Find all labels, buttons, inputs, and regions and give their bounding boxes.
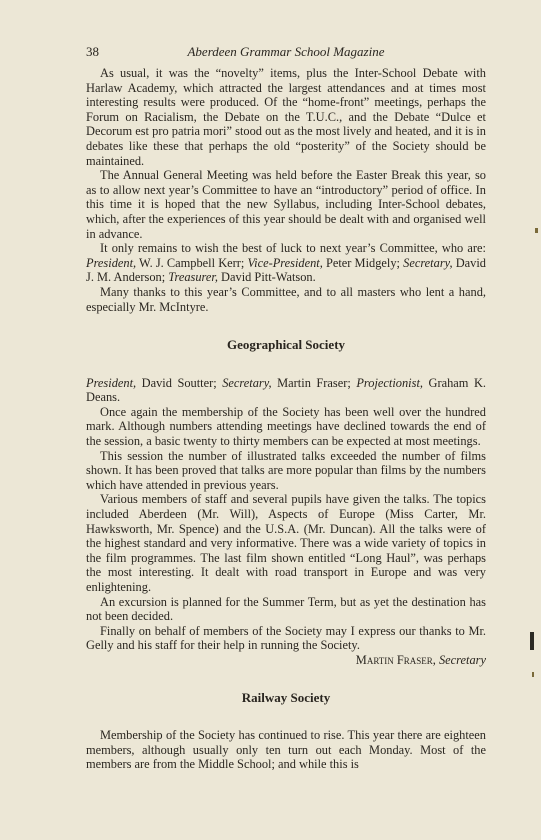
page-header <box>86 44 486 62</box>
railway-society-heading: Railway Society <box>241 689 331 705</box>
signature-role: Secretary <box>435 652 486 667</box>
president-name: W. J. Campbell Kerr; <box>136 255 248 270</box>
geo-projectionist-label: Projectionist, <box>356 375 423 390</box>
geographical-paragraph-3: Various members of staff and several pupils have given the talks. The topics included Aberdeen (Mr. Will), Aspects of Europe (Miss Carter, Mr. Hawksworth, Mr. Spence) and the U.S.A. (Mr. Duncan). All the talks were of the highest standard and very informative. There was a wide variety of topics in the film programmes. The last film shown entitled “Long Haul”, was perhaps the most interesting. It dealt with road transport in Europe and was very enlightening. <box>86 492 486 594</box>
treasurer-name: David Pitt-Watson. <box>217 270 316 285</box>
geo-secretary-label: Secretary, <box>222 375 272 390</box>
debating-paragraph-2: The Annual General Meeting was held before the Easter Break this year, so as to allow next year’s Committee to have an “introductory” period of office. In this time it is hoped that the new Syllabus, including Inter-School debates, which, after the experiences of this year should be dealt with and organised well in advance. <box>86 168 486 241</box>
geo-president-name: David Soutter; <box>136 375 223 390</box>
geographical-paragraph-4: An excursion is planned for the Summer Term, but as yet the destination has not been decided. <box>86 594 486 624</box>
scan-artifact-speck <box>532 672 534 677</box>
secretary-label: Secretary, <box>403 255 453 270</box>
president-label: President, <box>86 255 137 270</box>
vice-president-label: Vice-President, <box>247 255 323 270</box>
vice-president-name: Peter Midgely; <box>322 255 404 270</box>
debating-committee-paragraph <box>86 241 486 285</box>
geographical-signature <box>86 653 486 668</box>
signature-name: Martin Fraser, <box>355 652 436 667</box>
scan-artifact-dot <box>535 228 538 233</box>
geo-projectionist-name: Graham K. Deans. <box>86 375 486 405</box>
treasurer-label: Treasurer, <box>168 270 218 285</box>
debating-paragraph-1: As usual, it was the “novelty” items, plus the Inter-School Debate with Harlaw Academy, which attracted the largest attendances and at times most interesting results were produced. Of the “home-front” meetings, perhaps the Forum on Racialism, the Debate on the T.U.C., and the Debate “Dulce et Decorum est pro patria mori” stood out as the most lively and heated, and it is in debates like these that perhaps the old “posterity” of the Society should be maintained. <box>86 66 486 168</box>
geographical-paragraph-1: Once again the membership of the Society has been well over the hundred mark. Although numbers attending meetings have declined towards the end of the session, a basic twenty to thirty members can be expected at most meetings. <box>86 404 486 449</box>
scan-artifact-mark <box>530 632 534 650</box>
committee-intro: It only remains to wish the best of luck to next year’s Committee, who are: <box>100 241 486 256</box>
geographical-officers <box>86 376 486 405</box>
geo-president-label: President, <box>86 375 137 390</box>
railway-paragraph-1: Membership of the Society has continued to rise. This year there are eighteen members, although usually only ten turn out each Monday. Most of the members are from the Middle School; and while this is <box>86 728 486 772</box>
debating-thanks-paragraph: Many thanks to this year’s Committee, and to all masters who lent a hand, especially Mr. McIntyre. <box>86 284 486 314</box>
geo-secretary-name: Martin Fraser; <box>271 375 357 390</box>
geographical-paragraph-5: Finally on behalf of members of the Society may I express our thanks to Mr. Gelly and his staff for their help in running the Society. <box>86 623 486 653</box>
article-body <box>86 66 486 772</box>
running-title: Aberdeen Grammar School Magazine <box>187 44 385 59</box>
secretary-name: David J. M. Anderson; <box>86 255 486 285</box>
geographical-paragraph-2: This session the number of illustrated talks exceeded the number of films shown. It has been proved that talks are more popular than films by the numbers which have attended in previous years. <box>86 448 486 492</box>
geographical-society-heading: Geographical Society <box>226 337 346 353</box>
page-number: 38 <box>86 44 99 59</box>
